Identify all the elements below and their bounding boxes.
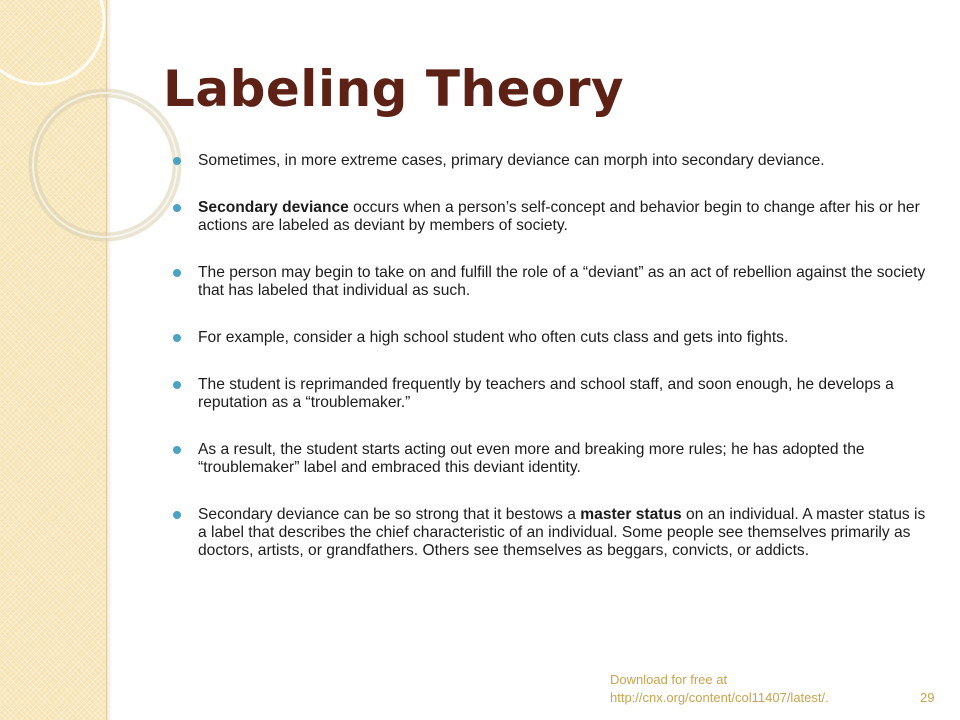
bullet-text: Sometimes, in more extreme cases, primary deviance can morph into secondary deviance. bbox=[198, 152, 825, 169]
bullet-list bbox=[173, 152, 933, 560]
bullet-text: occurs when a person’s self-concept and behavior begin to change after his or her actions are labeled as deviant by members of society. bbox=[198, 199, 920, 234]
bullet-item bbox=[173, 376, 933, 412]
bold-term: master status bbox=[580, 506, 682, 523]
bullet-dot-icon bbox=[173, 381, 181, 389]
page-number: 29 bbox=[920, 690, 935, 705]
footer-source bbox=[610, 671, 829, 707]
bullet-dot-icon bbox=[173, 446, 181, 454]
bullet-text: The student is reprimanded frequently by teachers and school staff, and soon enough, he develops a reputation as a “troublemaker.” bbox=[198, 376, 894, 411]
decorative-side-panel bbox=[0, 0, 107, 720]
bullet-dot-icon bbox=[173, 269, 181, 277]
bullet-item bbox=[173, 506, 933, 560]
footer-source-line1: Download for free at bbox=[610, 672, 728, 687]
side-panel-shadow bbox=[106, 0, 112, 720]
slide-title: Labeling Theory bbox=[163, 60, 625, 118]
bullet-item bbox=[173, 264, 933, 300]
bullet-item bbox=[173, 441, 933, 477]
bullet-text: As a result, the student starts acting out even more and breaking more rules; he has adopted the “troublemaker” label and embraced this deviant identity. bbox=[198, 441, 865, 476]
bullet-text: Secondary deviance can be so strong that it bestows a bbox=[198, 506, 581, 523]
bullet-text: on an individual. A master status is a label that describes the chief characteristic of an individual. Some people see themselves primarily as doctors, artists, or grandfathers. Others see themselves as beggars, convicts, or addicts. bbox=[198, 506, 926, 559]
bullet-item bbox=[173, 329, 933, 347]
bullet-text: For example, consider a high school student who often cuts class and gets into fights. bbox=[198, 329, 789, 346]
bold-term: Secondary deviance bbox=[198, 199, 349, 216]
footer-source-link[interactable]: http://cnx.org/content/col11407/latest/. bbox=[610, 690, 829, 705]
slide-content bbox=[173, 152, 933, 589]
bullet-item bbox=[173, 152, 933, 170]
bullet-dot-icon bbox=[173, 511, 181, 519]
bullet-dot-icon bbox=[173, 157, 181, 165]
bullet-item bbox=[173, 199, 933, 235]
bullet-text: The person may begin to take on and fulfill the role of a “deviant” as an act of rebellion against the society that has labeled that individual as such. bbox=[198, 264, 926, 299]
bullet-dot-icon bbox=[173, 204, 181, 212]
bullet-dot-icon bbox=[173, 334, 181, 342]
